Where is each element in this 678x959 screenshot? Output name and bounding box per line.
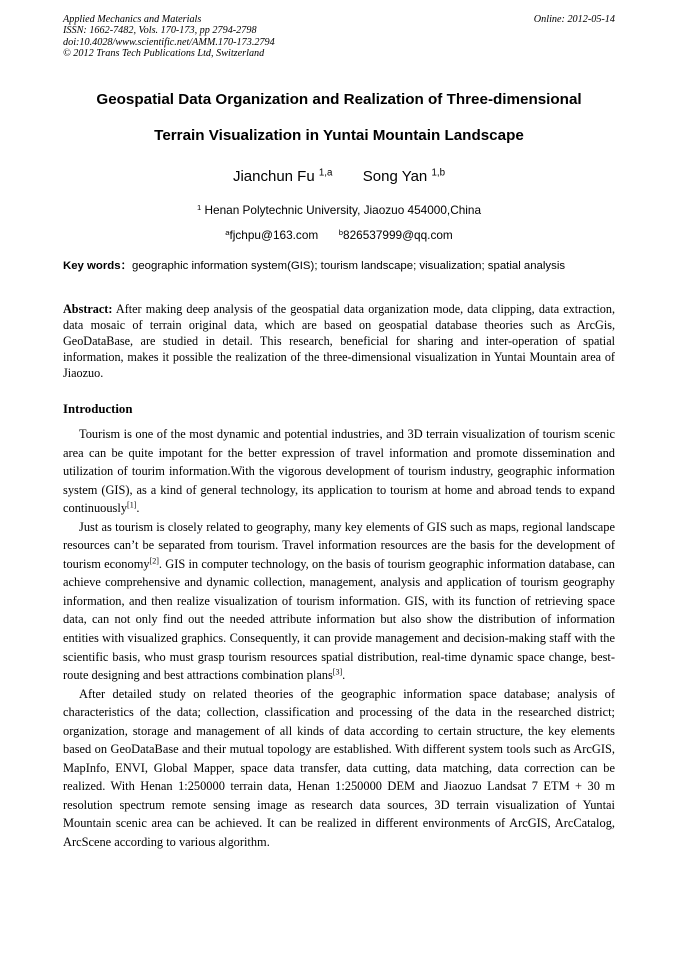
- paragraph-text: Tourism is one of the most dynamic and potential industries, and 3D terrain visualization of tourism scenic area can be quite impotant for the better expression of travel information and promote dissemination and utilization of tourim information.With the vigorous development of tourism industry, geographic information system (GIS), as a kind of general technology, its application to tourism at home and abroad tends to expand continuously: [63, 427, 615, 516]
- email-address: 826537999@qq.com: [343, 228, 453, 242]
- email-address: fjchpu@163.com: [229, 228, 319, 242]
- citation-ref: [1]: [127, 500, 137, 510]
- abstract-text: After making deep analysis of the geospatial data organization mode, data clipping, data extraction, data mosaic of terrain original data, which are based on geospatial database theories such as ArcGis, GeoDataBase, are studied in detail. This research, beneficial for sharing and inter-operation of spatial information, makes it possible the realization of the three-dimensional visualization in Yuntai Mountain area of Jiaozuo.: [63, 302, 616, 381]
- paragraph: [63, 685, 615, 852]
- doi-line: doi:10.4028/www.scientific.net/AMM.170-173.2794: [63, 36, 275, 48]
- abstract-label: Abstract:: [63, 302, 113, 316]
- paragraph: [63, 425, 615, 518]
- section-heading-introduction: Introduction: [63, 402, 133, 416]
- paper-title-line-1: Geospatial Data Organization and Realization of Three-dimensional: [96, 91, 582, 108]
- author-affiliation-mark: 1,a: [318, 167, 333, 179]
- affiliation: [63, 203, 615, 217]
- author-name: Song Yan: [362, 168, 428, 185]
- paper-title-line-2: Terrain Visualization in Yuntai Mountain Landscape: [154, 127, 524, 144]
- citation-ref: [3]: [332, 667, 343, 677]
- paragraph-text: .: [342, 668, 346, 683]
- introduction-body: [63, 425, 615, 852]
- paragraph-text: Just as tourism is closely related to geography, many key elements of GIS such as maps, regional landscape resources can’t be separated from tourism. Travel information resources are the basis for the development of tourism economy: [63, 519, 615, 571]
- affiliation-mark: 1: [196, 202, 202, 212]
- journal-name: Applied Mechanics and Materials: [63, 14, 202, 25]
- keywords-text: geographic information system(GIS); tourism landscape; visualization; spatial analysis: [132, 260, 566, 272]
- paragraph-text: After detailed study on related theories of the geographic information space database; analysis of characteristics of the data; collection, classification and processing of the data in the researched district; organization, storage and management of all kinds of data according to certain structure, the key elements based on GeoDataBase and their mutual topology are established. With different system tools such as ArcGIS, MapInfo, ENVI, Global Mapper, space data transfer, data cutting, data matching, data correction can be realized. With Henan 1:250000 terrain data, Henan 1:250000 DEM and Jiaozuo Landsat 7 ETM + 30 m resolution spectrum remote sensing image as research data sources, 3D terrain visualization of Yuntai Mountain scenic area can be achieved. It can be realized in different environments of ArcGIS, ArcCatalog, ArcScene according to various algorithm.: [63, 686, 615, 850]
- author-affiliation-mark: 1,b: [431, 167, 446, 179]
- email-mark: b: [338, 227, 344, 237]
- author-list: [63, 168, 615, 186]
- email-mark: a: [225, 227, 230, 237]
- paragraph-text: .: [136, 501, 140, 516]
- copyright-line: © 2012 Trans Tech Publications Ltd, Switzerland: [63, 47, 265, 59]
- abstract-block: [63, 301, 615, 381]
- author-name: Jianchun Fu: [232, 168, 315, 185]
- paragraph: [63, 518, 615, 685]
- affiliation-text: Henan Polytechnic University, Jiaozuo 454000,China: [204, 203, 482, 217]
- publication-header: [63, 14, 615, 59]
- paragraph-text: . GIS in computer technology, on the basis of tourism geographic information database, can achieve comprehensive and dynamic collection, management, analysis and application of tourism geography information, and then realize visualization of tourism information. GIS, with its function of retrieving space data, can not only find out the needed attribute information but also show the distribution of information entities with visualized graphics. Consequently, it can provide management and decision-making staff with the scientific basis, who must grasp tourism resources spatial distribution, real-time dynamic space change, best-route designing and best attractions combination plans: [63, 556, 615, 683]
- issn-line: ISSN: 1662-7482, Vols. 170-173, pp 2794-2798: [63, 25, 257, 37]
- online-date: Online: 2012-05-14: [533, 14, 615, 25]
- keywords-label: Key words：: [63, 260, 132, 272]
- author-emails: [63, 228, 615, 242]
- keywords-block: [63, 259, 615, 273]
- citation-ref: [2]: [149, 556, 159, 566]
